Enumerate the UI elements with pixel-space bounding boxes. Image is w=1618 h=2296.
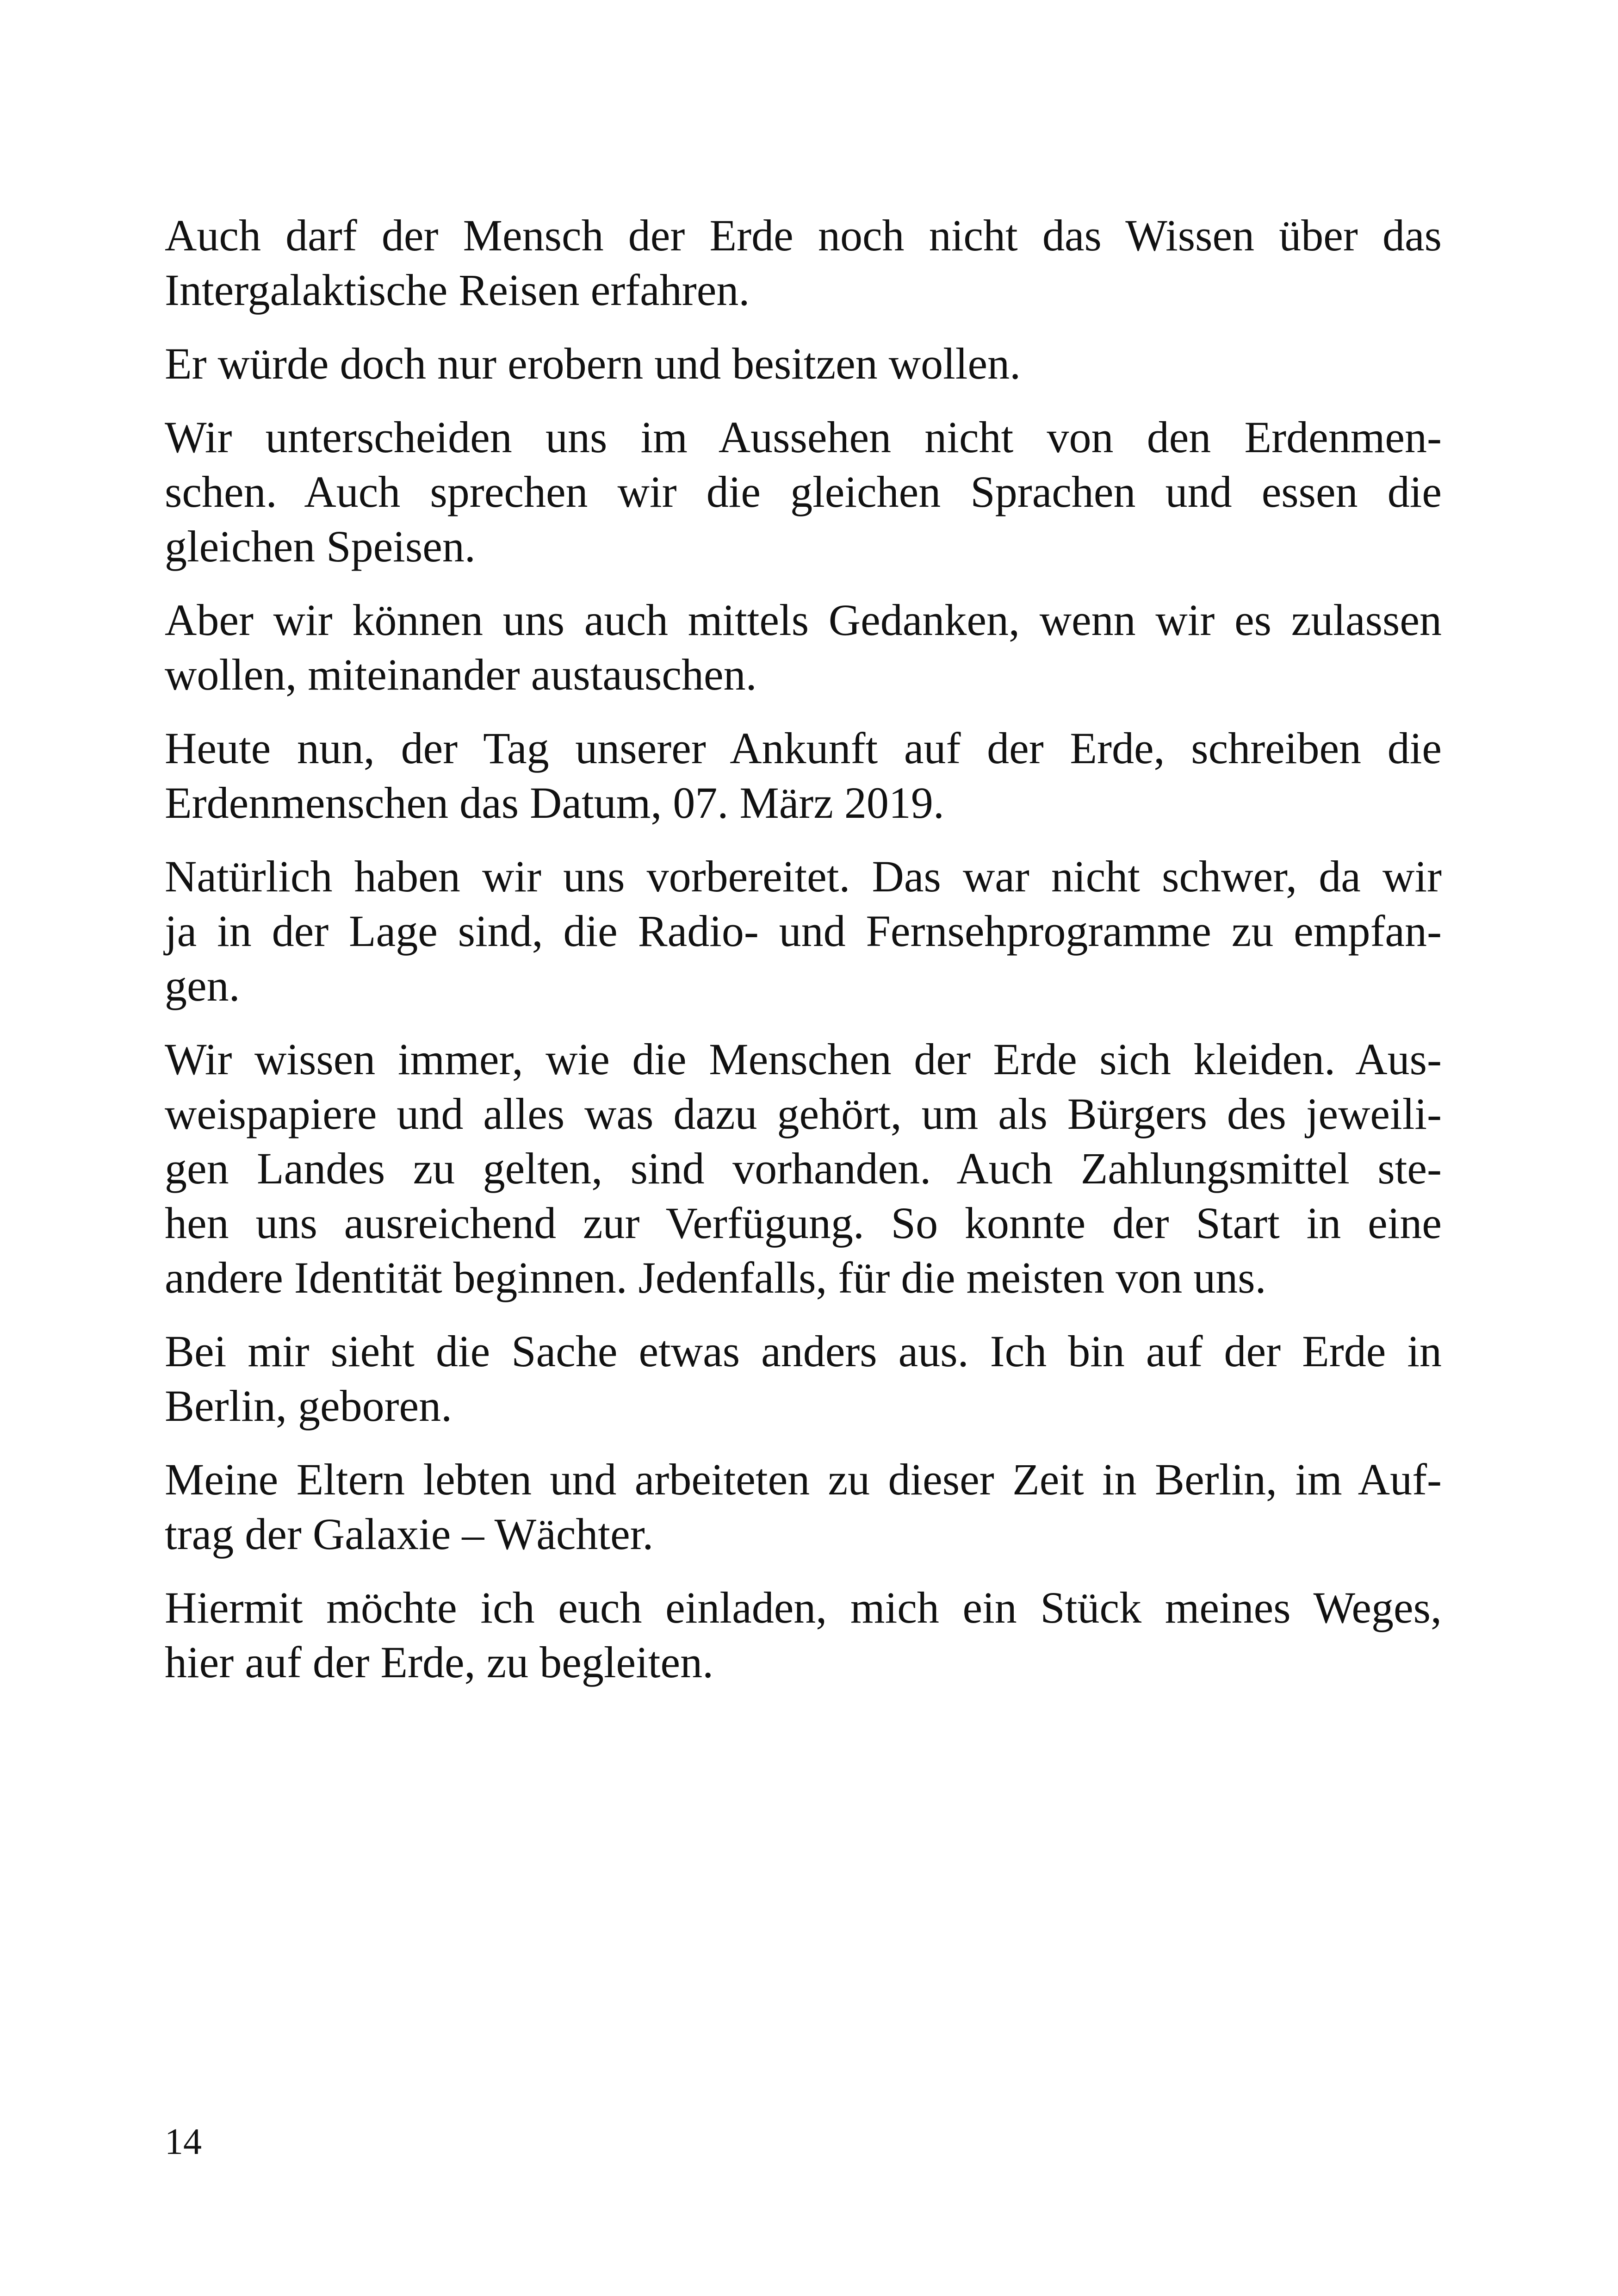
paragraph — [165, 1452, 1442, 1562]
text-line: hen uns ausreichend zur Verfügung. So konnte der Start in eine — [165, 1198, 1442, 1248]
text-line: Heute nun, der Tag unserer Ankunft auf der Erde, schreiben die — [165, 723, 1442, 773]
paragraph — [165, 208, 1442, 317]
paragraph — [165, 1032, 1442, 1305]
text-line: trag der Galaxie – Wächter. — [165, 1509, 654, 1559]
text-line: Berlin, geboren. — [165, 1381, 453, 1431]
paragraph — [165, 721, 1442, 830]
text-line: hier auf der Erde, zu begleiten. — [165, 1637, 714, 1687]
page-number: 14 — [165, 2122, 202, 2162]
text-line: Auch darf der Mensch der Erde noch nicht das Wissen über das — [165, 211, 1442, 260]
text-line: gen Landes zu gelten, sind vorhanden. Auch Zahlungsmittel ste- — [165, 1144, 1442, 1193]
text-line: ja in der Lage sind, die Radio- und Fernsehprogramme zu empfan- — [165, 906, 1442, 956]
paragraph — [165, 1580, 1442, 1690]
text-line: Natürlich haben wir uns vorbereitet. Das war nicht schwer, da wir — [165, 852, 1442, 901]
paragraph — [165, 410, 1442, 574]
text-line: Intergalaktische Reisen erfahren. — [165, 265, 750, 315]
text-line: gen. — [165, 961, 240, 1010]
text-line: Wir unterscheiden uns im Aussehen nicht von den Erdenmen- — [165, 412, 1442, 462]
text-line: Meine Eltern lebten und arbeiteten zu dieser Zeit in Berlin, im Auf- — [165, 1455, 1442, 1504]
text-line: Aber wir können uns auch mittels Gedanken, wenn wir es zulassen — [165, 595, 1442, 645]
text-line: Wir wissen immer, wie die Menschen der Erde sich kleiden. Aus- — [165, 1034, 1442, 1084]
text-line: Bei mir sieht die Sache etwas anders aus. Ich bin auf der Erde in — [165, 1326, 1442, 1376]
body-text — [165, 208, 1442, 1709]
text-line: schen. Auch sprechen wir die gleichen Sprachen und essen die — [165, 467, 1442, 516]
text-line: gleichen Speisen. — [165, 522, 476, 571]
text-line: Hiermit möchte ich euch einladen, mich ein Stück meines Weges, — [165, 1583, 1442, 1632]
paragraph — [165, 593, 1442, 702]
text-line: Erdenmenschen das Datum, 07. März 2019. — [165, 778, 944, 828]
paragraph — [165, 336, 1442, 391]
paragraph — [165, 849, 1442, 1013]
text-line: weispapiere und alles was dazu gehört, um als Bürgers des jeweili- — [165, 1089, 1442, 1139]
text-line: Er würde doch nur erobern und besitzen wollen. — [165, 339, 1021, 388]
paragraph — [165, 1324, 1442, 1433]
text-line: wollen, miteinander austauschen. — [165, 650, 757, 699]
text-line: andere Identität beginnen. Jedenfalls, für die meisten von uns. — [165, 1253, 1266, 1302]
